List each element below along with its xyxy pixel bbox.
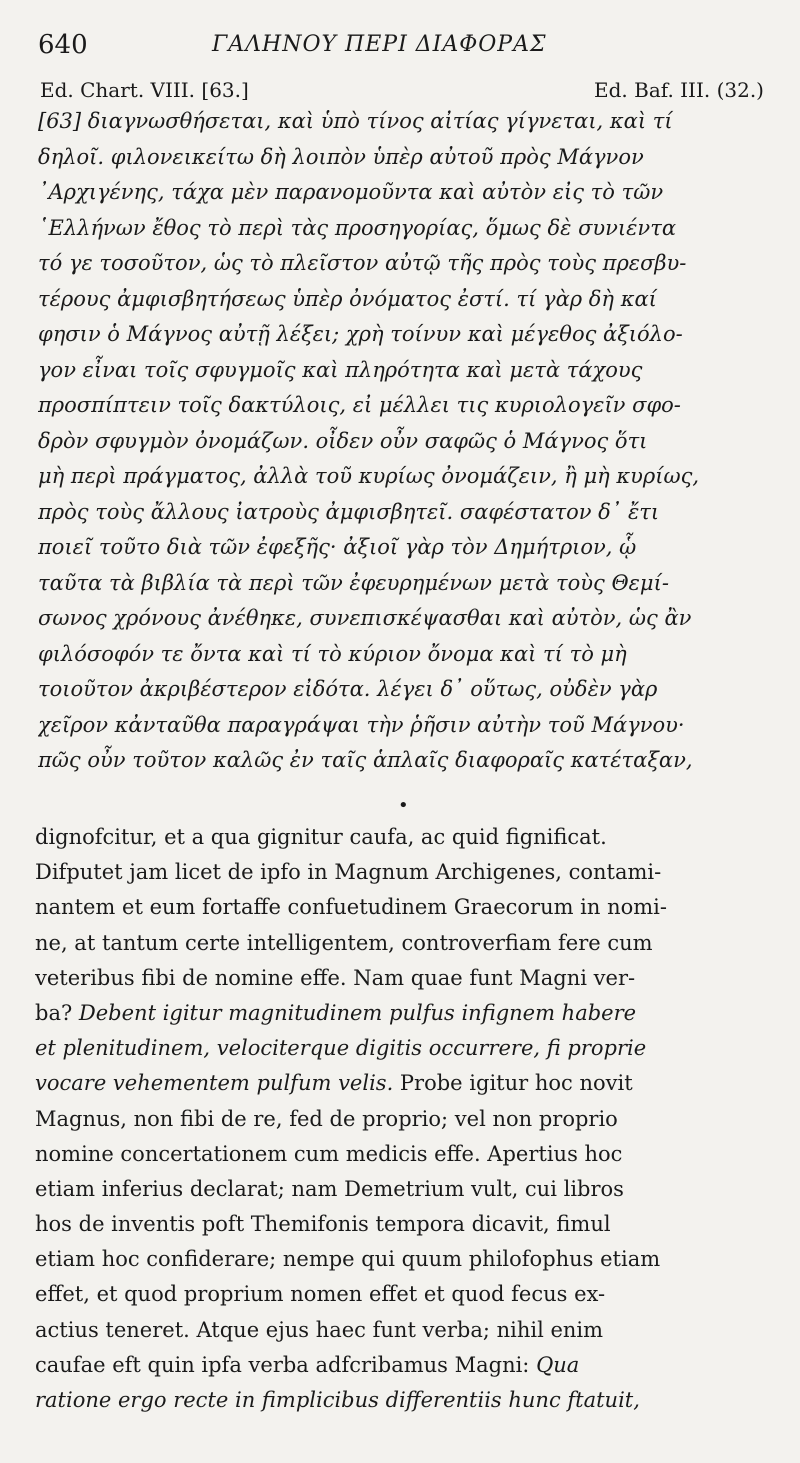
greek-text-line: πῶς οὖν τοῦτον καλῶς ἐν ταῖς ἁπλαῖς διαφοραῖς κατέταξαν,	[38, 748, 693, 772]
text-segment: Magnus, non fibi de re, fed de proprio; vel non proprio	[35, 1106, 618, 1131]
text-segment: effet, et quod proprium nomen effet et quod fecus ex-	[35, 1282, 606, 1307]
latin-text-line	[35, 1313, 765, 1348]
latin-text-line	[35, 1242, 765, 1277]
greek-text-line: φιλόσοφόν τε ὄντα καὶ τί τὸ κύριον ὄνομα καὶ τί τὸ μὴ	[38, 641, 627, 666]
greek-text-line: [63] διαγνωσθήσεται, καὶ ὑπὸ τίνος αἰτίας γίγνεται, καὶ τί	[38, 109, 673, 133]
latin-text-line	[35, 1348, 765, 1383]
italic-quotation-segment: et plenitudinem, velociterque digitis occurrere, fi proprie	[35, 1036, 647, 1061]
italic-quotation-segment: vocare vehementem pulfum velis.	[35, 1071, 394, 1096]
text-segment: ba?	[35, 1000, 79, 1025]
greek-text-line: τό γε τοσοῦτον, ὡς τὸ πλεῖστον αὐτῷ τῆς πρὸς τοὺς πρεσβυ-	[38, 251, 687, 275]
greek-text-line: ποιεῖ τοῦτο διὰ τῶν ἐφεξῆς· ἀξιοῖ γὰρ τὸν Δημήτριον, ᾧ	[38, 535, 637, 559]
separator-mark: •	[398, 795, 409, 816]
greek-text-line: ταῦτα τὰ βιβλία τὰ περὶ τῶν ἐφευρημένων μετὰ τοὺς Θεμί-	[38, 570, 669, 595]
latin-text-line	[35, 926, 765, 961]
greek-text-line: τοιοῦτον ἀκριβέστερον εἰδότα. λέγει δ᾿ οὕτως, οὐδὲν γὰρ	[38, 677, 658, 701]
text-segment: etiam inferius declarat; nam Demetrium vult, cui libros	[35, 1176, 624, 1201]
latin-text-line	[35, 1031, 765, 1066]
greek-text-line: χεῖρον κἀνταῦθα παραγράψαι τὴν ῥῆσιν αὐτὴν τοῦ Μάγνου·	[38, 712, 685, 737]
latin-text-line	[35, 1137, 765, 1172]
latin-text-line	[35, 890, 765, 925]
text-segment: Probe igitur hoc novit	[393, 1071, 633, 1096]
text-segment: nomine concertationem cum medicis effe. Apertius hoc	[35, 1141, 623, 1166]
text-segment: ne, at tantum certe intelligentem, controverfiam fere cum	[35, 930, 653, 955]
text-segment: actius teneret. Atque ejus haec funt verba; nihil enim	[35, 1317, 604, 1342]
latin-text-block	[35, 820, 765, 1418]
latin-text-line	[35, 855, 765, 890]
edition-reference-right: Ed. Baf. III. (32.)	[594, 78, 764, 102]
latin-text-line	[35, 820, 765, 855]
latin-text-line	[35, 1102, 765, 1137]
edition-reference-left: Ed. Chart. VIII. [63.]	[40, 78, 249, 102]
greek-text-line: δηλοῖ. φιλονεικείτω δὴ λοιπὸν ὑπὲρ αὐτοῦ πρὸς Μάγνον	[38, 144, 644, 169]
greek-text-line: ῾Ελλήνων ἔθος τὸ περὶ τὰς προσηγορίας, ὅμως δὲ συνιέντα	[38, 215, 676, 240]
text-segment: etiam hoc confiderare; nempe qui quum philofophus etiam	[35, 1247, 661, 1272]
italic-quotation-segment: ratione ergo recte in fimplicibus differentiis hunc ftatuit,	[35, 1388, 640, 1412]
running-title: ΓΑΛΗΝΟΥ ΠΕΡΙ ΔΙΑΦΟΡΑΣ	[212, 32, 547, 57]
page-number: 640	[38, 30, 88, 60]
greek-text-line: μὴ περὶ πράγματος, ἀλλὰ τοῦ κυρίως ὀνομάζειν, ἢ μὴ κυρίως,	[38, 464, 700, 488]
greek-text-line: δρὸν σφυγμὸν ὀνομάζων. οἶδεν οὖν σαφῶς ὁ Μάγνος ὅτι	[38, 428, 648, 453]
latin-text-line	[35, 1277, 765, 1312]
text-segment: nantem et eum fortaffe confuetudinem Graecorum in nomi-	[35, 895, 667, 920]
latin-text-line	[35, 1383, 765, 1418]
greek-text-line: πρὸς τοὺς ἄλλους ἰατροὺς ἀμφισβητεῖ. σαφέστατον δ᾿ ἔτι	[38, 499, 660, 524]
greek-text-line: γον εἶναι τοῖς σφυγμοῖς καὶ πληρότητα καὶ μετὰ τάχους	[38, 357, 643, 382]
greek-text-block	[38, 104, 768, 779]
greek-text-line: τέρους ἀμφισβητήσεως ὑπὲρ ὀνόματος ἐστί. τί γὰρ δὴ καί	[38, 286, 657, 311]
greek-text-line: σωνος χρόνους ἀνέθηκε, συνεπισκέψασθαι καὶ αὐτὸν, ὡς ἂν	[38, 606, 692, 630]
text-segment: hos de inventis poft Themifonis tempora dicavit, fimul	[35, 1212, 611, 1237]
greek-text-line: φησιν ὁ Μάγνος αὐτῇ λέξει; χρὴ τοίνυν καὶ μέγεθος ἀξιόλο-	[38, 322, 683, 346]
greek-text-line: προσπίπτειν τοῖς δακτύλοις, εἰ μέλλει τις κυριολογεῖν σφο-	[38, 393, 681, 417]
latin-text-line	[35, 1172, 765, 1207]
italic-quotation-segment: Debent igitur magnitudinem pulfus infignem habere	[78, 1000, 637, 1025]
text-segment: caufae eft quin ipfa verba adfcribamus Magni:	[35, 1352, 537, 1377]
latin-text-line	[35, 1066, 765, 1101]
latin-text-line	[35, 961, 765, 996]
greek-text-line: ᾿Αρχιγένης, τάχα μὲν παρανομοῦντα καὶ αὐτὸν εἰς τὸ τῶν	[38, 180, 664, 204]
latin-text-line	[35, 1207, 765, 1242]
text-segment: Difputet jam licet de ipfo in Magnum Archigenes, contami-	[35, 860, 662, 885]
italic-quotation-segment: Qua	[536, 1352, 580, 1377]
latin-text-line	[35, 996, 765, 1031]
text-segment: veteribus fibi de nomine effe. Nam quae funt Magni ver-	[35, 965, 636, 990]
text-segment: dignofcitur, et a qua gignitur caufa, ac quid fignificat.	[35, 825, 607, 849]
